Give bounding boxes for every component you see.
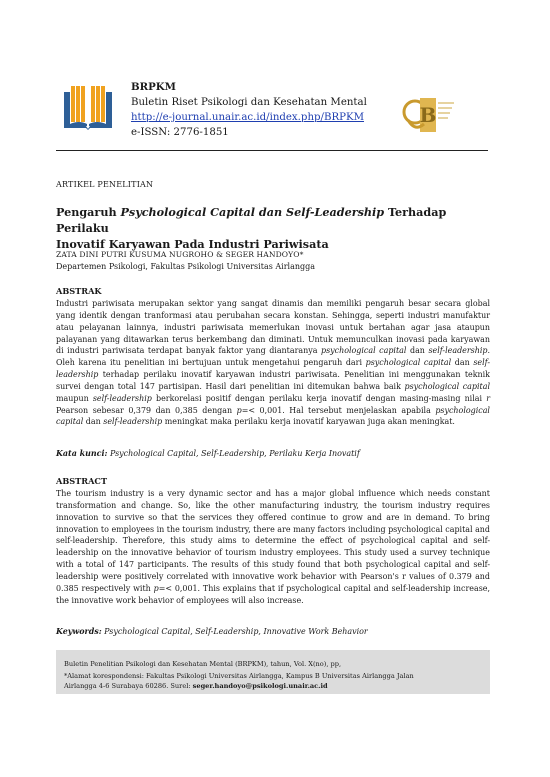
kata-kunci-text: Psychological Capital, Self-Leadership, Perilaku Kerja Inovatif [107, 449, 360, 458]
header-divider [56, 150, 488, 151]
article-title [56, 204, 496, 252]
footer-address-text: Airlangga 4-6 Surabaya 60286. Surel: [64, 682, 193, 690]
text-run: Oleh karena itu penelitian ini bertujuan untuk mengetahui pengaruh dari [56, 358, 366, 368]
footer-address-line1: *Alamat korespondensi: Fakultas Psikologi Universitas Airlangga, Kampus B Universitas Airlangga Jalan [64, 672, 414, 680]
authors: ZATA DINI PUTRI KUSUMA NUGROHO & SEGER HANDOYO* [56, 250, 304, 259]
text-run: berkorelasi positif dengan perilaku kerja inovatif dengan masing-masing nilai [151, 393, 487, 403]
text-run-italic: self-leadership [92, 393, 152, 403]
journal-url-link[interactable]: http://e-journal.unair.ac.id/index.php/BRPKM [131, 112, 365, 123]
text-run-italic: p [153, 583, 159, 593]
text-run: dan [83, 417, 104, 427]
abstract-body [56, 488, 490, 606]
abstract-heading: ABSTRACT [56, 476, 108, 486]
keywords-label: Keywords: [56, 627, 102, 636]
text-run: =< 0,001. This explains that if psychological capital and self-leadership increase, the innovative work behavior of employees will also increase. [56, 583, 490, 605]
text-run-italic: p [236, 405, 242, 415]
text-run: dan [406, 346, 429, 356]
title-part: Pengaruh [56, 205, 121, 219]
title-line-2: Inovatif Karyawan Pada Industri Pariwisata [56, 237, 329, 251]
text-run-italic: psychological capital [404, 381, 490, 391]
text-run-italic: psychological capital [56, 405, 490, 427]
svg-text:B: B [419, 103, 437, 127]
text-run-italic: psychological capital [321, 346, 407, 356]
journal-name: Buletin Riset Psikologi dan Kesehatan Mental [131, 97, 367, 108]
article-type-label: ARTIKEL PENELITIAN [56, 180, 154, 189]
kata-kunci [56, 449, 360, 458]
title-part-italic: Psychological Capital [120, 205, 256, 219]
title-part-italic: dan [255, 205, 287, 219]
text-run-italic: r [486, 393, 490, 403]
title-part: Terhadap Perilaku [56, 205, 447, 235]
kata-kunci-label: Kata kunci: [56, 449, 108, 458]
text-run: dan [451, 358, 474, 368]
footer-box [56, 650, 490, 694]
text-run: terhadap perilaku inovatif karyawan industri pariwisata. Penelitian ini menggunakan teknik survei dengan total 147 partisipan. Hasil dari penelitian ini ditemukan bahwa baik [56, 370, 490, 391]
text-run: The tourism industry is a very dynamic sector and has a major global influence which needs constant transformation and change. So, like the other manufacturing industry, the tourism industry requires innovation to survive so that the services they offered continue to grow and are in demand. To bring innovation to employees in the tourism industry, there are many factors including psychological capital and self-leadership. Therefore, this study aims to determine the effect of psychological capital and self-leadership on the innovative behavior of tourism industry employees. This study used a survey technique with a total of 147 participants. The results of this study found that both psychological capital and self-leadership were positively correlated with innovative work behavior with Pearson's r values of 0.379 and 0.385 respectively with [56, 489, 490, 593]
text-run-italic: self-leadership [56, 358, 491, 380]
footer-citation: Buletin Penelitian Psikologi dan Kesehatan Mental (BRPKM), tahun, Vol. X(no), pp, [64, 660, 342, 668]
text-run-italic: psychological capital [365, 358, 452, 368]
journal-book-logo [62, 84, 114, 130]
journal-abbrev: BRPKM [131, 81, 176, 93]
abstrak-heading: ABSTRAK [56, 286, 102, 296]
keywords [56, 627, 368, 636]
contact-email[interactable]: seger.handoyo@psikologi.unair.ac.id [192, 682, 328, 690]
affiliation: Departemen Psikologi, Fakultas Psikologi Universitas Airlangga [56, 262, 316, 271]
keywords-text: Psychological Capital, Self-Leadership, Innovative Work Behavior [101, 627, 368, 636]
text-run-italic: self-leadership [103, 417, 163, 427]
text-run: Industri pariwisata merupakan sektor yang sangat dinamis dan memiliki pengaruh besar secara global yang identik dengan tranformasi atau perubahan secara konstan. Sehingga, seperti industri manufaktur atau pelayanan lainnya, industri pariwisata memerlukan inovasi untuk bertahan agar jasa ataupun palayanan yang ditawarkan terus berkembang dan diminati. Untuk memunculkan inovasi pada karyawan di industri pariwisata terdapat banyak faktor yang diantaranya [56, 299, 490, 356]
text-run-italic: self-leadership. [428, 346, 490, 356]
journal-info [131, 80, 391, 140]
footer-address-line2 [64, 681, 328, 691]
text-run: =< 0,001. Hal tersebut menjelaskan apabila [241, 405, 436, 415]
text-run: maupun [56, 393, 93, 403]
title-part-italic: Self-Leadership [286, 205, 385, 219]
abstrak-body [56, 298, 490, 428]
journal-eissn: e-ISSN: 2776-1851 [131, 127, 229, 138]
university-emblem-logo [398, 90, 456, 138]
text-run: meningkat maka perilaku kerja inovatif karyawan juga akan meningkat. [162, 417, 455, 427]
text-run: Pearson sebesar 0,379 dan 0,385 dengan [56, 405, 237, 415]
